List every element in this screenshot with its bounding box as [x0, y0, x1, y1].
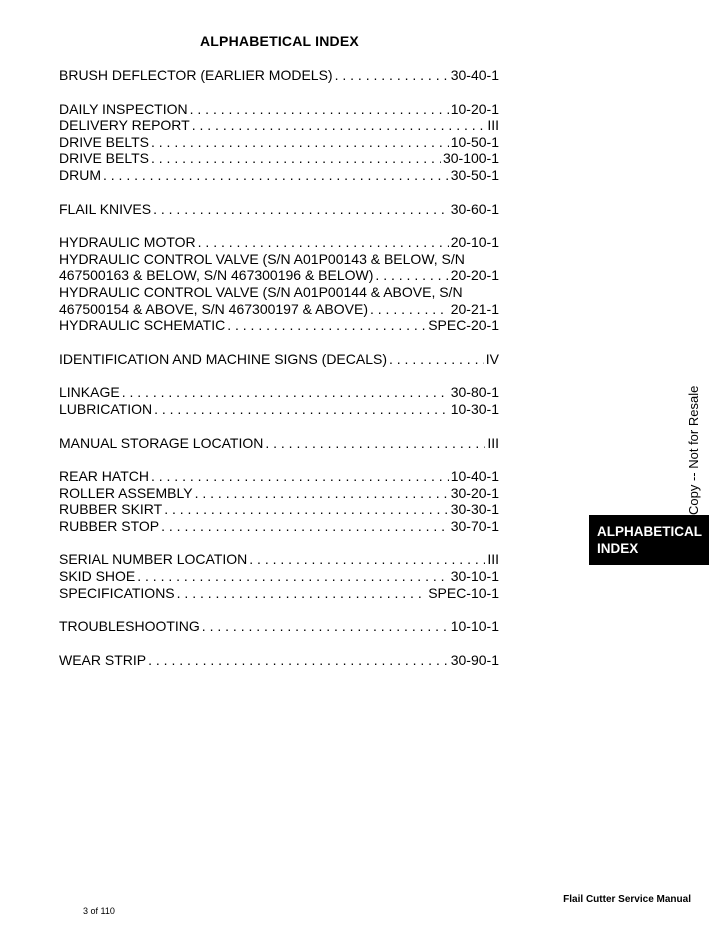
- entry-term: TROUBLESHOOTING: [59, 618, 200, 635]
- index-group-t: [59, 618, 499, 635]
- index-group-w: [59, 652, 499, 669]
- entry-page: 30-10-1: [450, 568, 499, 585]
- entry-term: SPECIFICATIONS: [59, 584, 175, 601]
- entry-term: DRIVE BELTS: [59, 133, 149, 150]
- entry-page: 20-21-1: [450, 300, 499, 317]
- index-entry[interactable]: [59, 167, 499, 184]
- entry-page: 10-10-1: [450, 618, 499, 635]
- entry-page: 30-80-1: [450, 384, 499, 401]
- entry-term: SERIAL NUMBER LOCATION: [59, 551, 248, 568]
- entry-page: 10-20-1: [450, 100, 499, 117]
- index-entry[interactable]: [59, 317, 499, 334]
- entry-term-line2: 467500154 & ABOVE, S/N 467300197 & ABOVE): [59, 300, 368, 317]
- entry-term: RUBBER STOP: [59, 517, 160, 534]
- entry-term: HYDRAULIC MOTOR: [59, 234, 196, 251]
- entry-page: III: [487, 434, 499, 451]
- index-entry[interactable]: [59, 67, 499, 84]
- alphabetical-index-list: [59, 67, 499, 685]
- entry-term: WEAR STRIP: [59, 651, 147, 668]
- index-group-l: [59, 384, 499, 417]
- entry-term: RUBBER SKIRT: [59, 501, 163, 518]
- index-entry[interactable]: [59, 618, 499, 635]
- dot-leader: [164, 501, 449, 518]
- dot-leader: [122, 384, 449, 401]
- dot-leader: [195, 485, 449, 502]
- section-tab[interactable]: [589, 515, 709, 565]
- entry-page: 30-40-1: [450, 67, 499, 83]
- index-entry-multiline[interactable]: [59, 284, 499, 317]
- dot-leader: [389, 351, 484, 368]
- index-group-s: [59, 551, 499, 601]
- dot-leader: [154, 401, 449, 418]
- dot-leader: [370, 301, 449, 318]
- entry-page: 30-20-1: [450, 484, 499, 501]
- section-tab-label-line2: INDEX: [597, 541, 639, 556]
- entry-page: 30-100-1: [442, 150, 499, 167]
- index-entry[interactable]: [59, 351, 499, 368]
- entry-term: MANUAL STORAGE LOCATION: [59, 434, 264, 451]
- dot-leader: [151, 150, 441, 167]
- entry-page: SPEC-20-1: [428, 317, 499, 334]
- index-entry[interactable]: [59, 384, 499, 401]
- entry-page: 20-20-1: [450, 267, 499, 284]
- entry-page: III: [487, 117, 499, 134]
- index-entry[interactable]: [59, 518, 499, 535]
- index-entry-multiline[interactable]: [59, 251, 499, 284]
- index-entry[interactable]: [59, 201, 499, 218]
- entry-page: 30-70-1: [450, 517, 499, 534]
- index-group-r: [59, 468, 499, 534]
- entry-term-line1: HYDRAULIC CONTROL VALVE (S/N A01P00143 & BELOW, S/N: [59, 250, 465, 267]
- index-group-b: [59, 67, 499, 84]
- entry-term: IDENTIFICATION AND MACHINE SIGNS (DECALS): [59, 350, 387, 367]
- index-entry[interactable]: [59, 435, 499, 452]
- entry-page: 30-50-1: [450, 166, 499, 183]
- dot-leader: [177, 585, 427, 602]
- index-entry[interactable]: [59, 568, 499, 585]
- index-group-d: [59, 101, 499, 184]
- entry-term: FLAIL KNIVES: [59, 200, 152, 217]
- dot-leader: [151, 134, 449, 151]
- entry-page: 30-90-1: [450, 651, 499, 668]
- dot-leader: [151, 468, 449, 485]
- entry-page: 20-10-1: [450, 234, 499, 251]
- entry-term: DRUM: [59, 166, 101, 183]
- dot-leader: [335, 67, 449, 84]
- dot-leader: [227, 317, 426, 334]
- index-group-m: [59, 435, 499, 452]
- index-group-i: [59, 351, 499, 368]
- entry-term: REAR HATCH: [59, 468, 149, 485]
- index-entry[interactable]: [59, 101, 499, 118]
- dot-leader: [161, 518, 449, 535]
- entry-term: LUBRICATION: [59, 400, 153, 417]
- index-entry[interactable]: [59, 150, 499, 167]
- dot-leader: [190, 101, 449, 118]
- dot-leader: [148, 652, 449, 669]
- index-group-f: [59, 201, 499, 218]
- index-entry[interactable]: [59, 652, 499, 669]
- index-entry[interactable]: [59, 501, 499, 518]
- page-title: ALPHABETICAL INDEX: [200, 33, 359, 49]
- entry-term: DRIVE BELTS: [59, 150, 149, 167]
- entry-term: BRUSH DEFLECTOR (EARLIER MODELS): [59, 67, 333, 83]
- index-entry[interactable]: [59, 585, 499, 602]
- dot-leader: [198, 234, 449, 251]
- section-tab-label-line1: ALPHABETICAL: [597, 524, 702, 539]
- index-entry[interactable]: [59, 485, 499, 502]
- index-entry[interactable]: [59, 468, 499, 485]
- dot-leader: [249, 551, 485, 568]
- dot-leader: [265, 435, 485, 452]
- footer-manual-title: Flail Cutter Service Manual: [563, 894, 691, 905]
- watermark-text: Copy -- Not for Resale: [686, 385, 701, 515]
- index-entry[interactable]: [59, 551, 499, 568]
- entry-term: HYDRAULIC SCHEMATIC: [59, 317, 226, 334]
- dot-leader: [375, 267, 448, 284]
- entry-term: DAILY INSPECTION: [59, 100, 188, 117]
- page-number: 3 of 110: [83, 906, 115, 916]
- dot-leader: [153, 201, 449, 218]
- entry-page: 30-60-1: [450, 200, 499, 217]
- entry-term: ROLLER ASSEMBLY: [59, 484, 193, 501]
- entry-term: DELIVERY REPORT: [59, 117, 190, 134]
- entry-page: III: [487, 551, 499, 568]
- entry-page: IV: [485, 350, 499, 367]
- entry-page: 10-50-1: [450, 133, 499, 150]
- index-entry[interactable]: [59, 401, 499, 418]
- entry-page: 30-30-1: [450, 501, 499, 518]
- entry-term: LINKAGE: [59, 384, 120, 401]
- dot-leader: [192, 117, 486, 134]
- dot-leader: [202, 618, 449, 635]
- dot-leader: [103, 167, 449, 184]
- entry-term: SKID SHOE: [59, 568, 136, 585]
- entry-page: SPEC-10-1: [428, 584, 499, 601]
- entry-term-line1: HYDRAULIC CONTROL VALVE (S/N A01P00144 & ABOVE, S/N: [59, 283, 463, 300]
- index-entry[interactable]: [59, 117, 499, 134]
- index-entry[interactable]: [59, 134, 499, 151]
- index-group-h: [59, 234, 499, 334]
- entry-term-line2: 467500163 & BELOW, S/N 467300196 & BELOW): [59, 267, 374, 284]
- entry-page: 10-30-1: [450, 400, 499, 417]
- index-entry[interactable]: [59, 234, 499, 251]
- dot-leader: [137, 568, 448, 585]
- entry-page: 10-40-1: [450, 468, 499, 485]
